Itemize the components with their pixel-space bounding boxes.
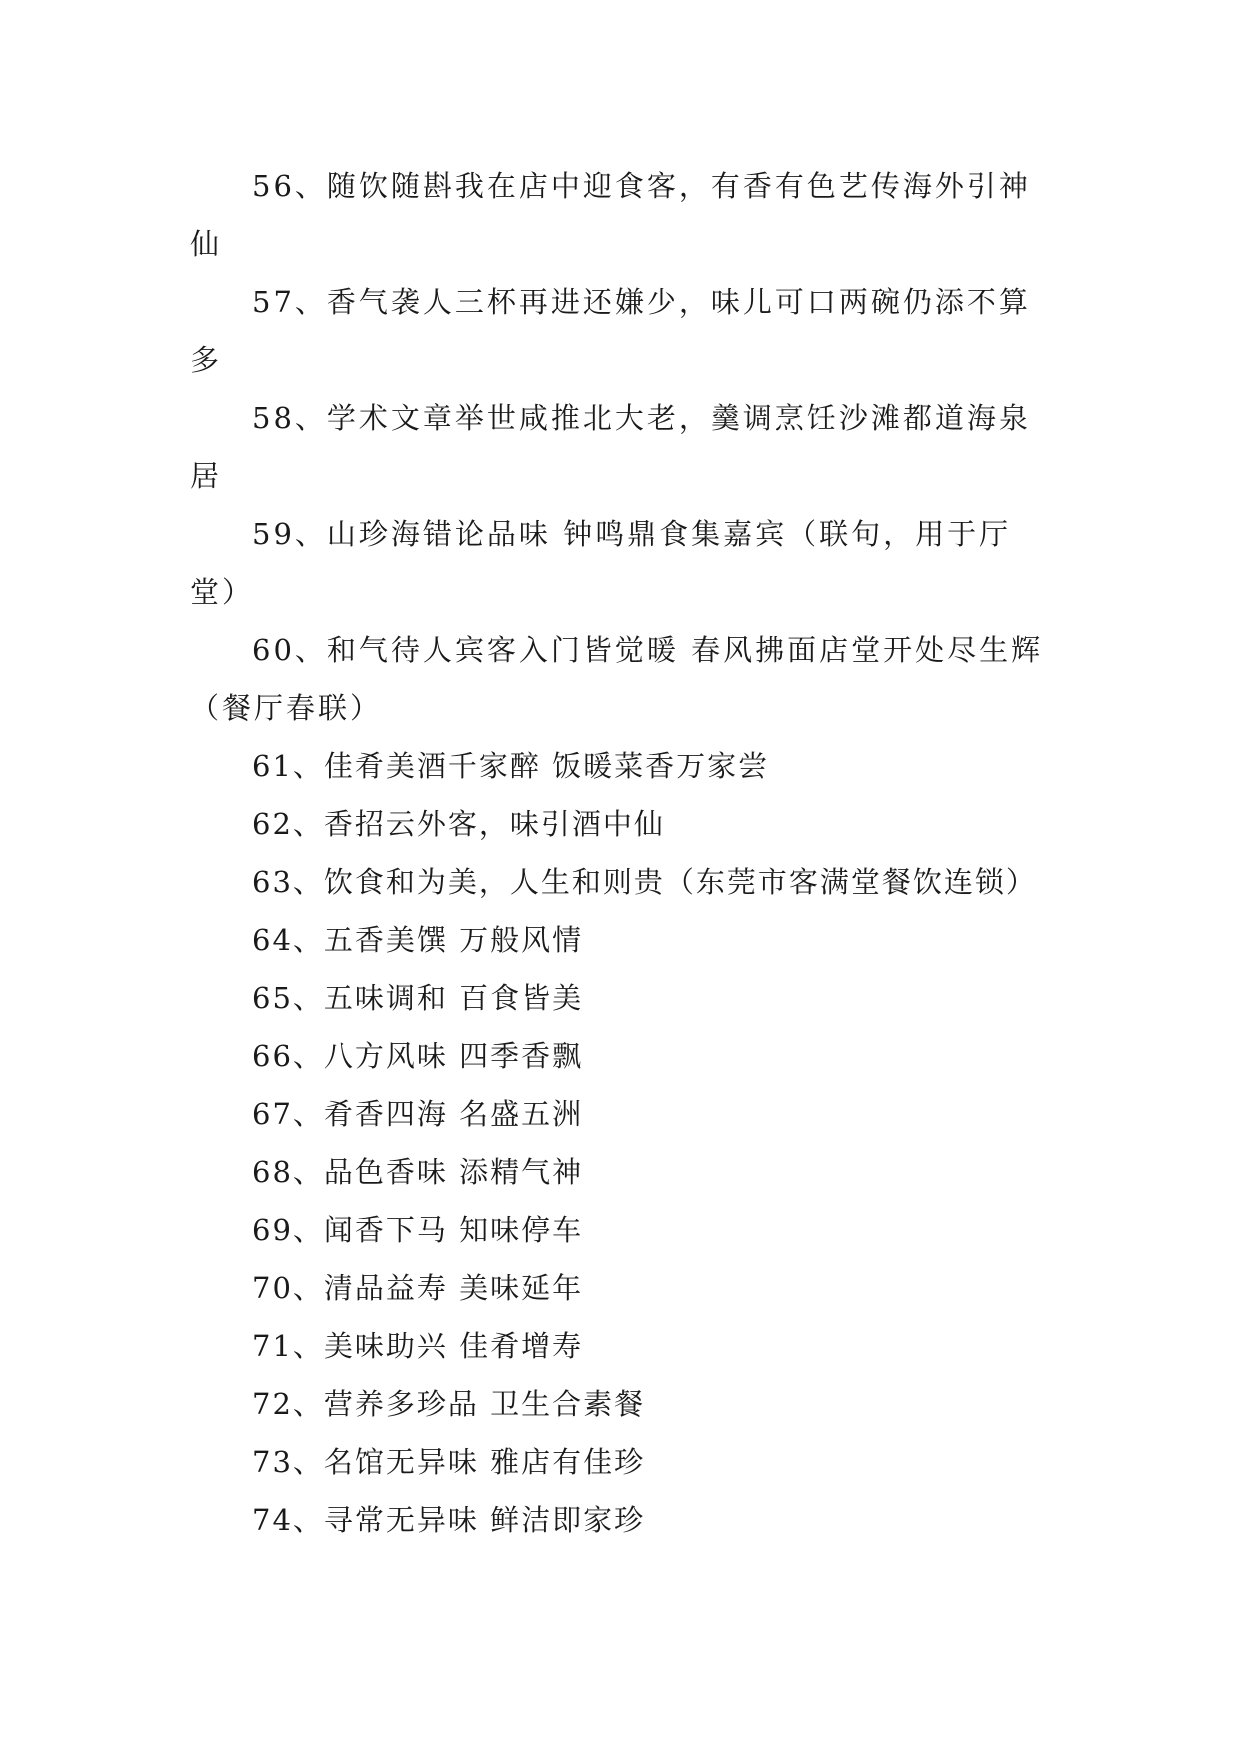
list-item: 61、佳肴美酒千家醉 饭暖菜香万家尝	[252, 749, 770, 783]
list-item: 64、五香美馔 万般风情	[252, 923, 584, 957]
list-item: 58、学术文章举世咸推北大老，羹调烹饪沙滩都道海泉居	[190, 401, 1031, 493]
list-item: 71、美味助兴 佳肴增寿	[252, 1329, 584, 1363]
list-item: 62、香招云外客，味引酒中仙	[252, 807, 665, 841]
list-item: 56、随饮随斟我在店中迎食客，有香有色艺传海外引神仙	[190, 169, 1031, 261]
list-item: 70、清品益寿 美味延年	[252, 1271, 584, 1305]
list-item: 74、寻常无异味 鲜洁即家珍	[252, 1503, 646, 1537]
list-item: 65、五味调和 百食皆美	[252, 981, 584, 1015]
list-item: 60、和气待人宾客入门皆觉暖 春风拂面店堂开处尽生辉（餐厅春联）	[190, 633, 1044, 725]
list-item: 63、饮食和为美，人生和则贵（东莞市客满堂餐饮连锁）	[252, 865, 1037, 899]
list-item: 72、营养多珍品 卫生合素餐	[252, 1387, 646, 1421]
list-item: 66、八方风味 四季香飘	[252, 1039, 584, 1073]
list-item: 73、名馆无异味 雅店有佳珍	[252, 1445, 646, 1479]
list-item: 67、肴香四海 名盛五洲	[252, 1097, 584, 1131]
list-item: 68、品色香味 添精气神	[252, 1155, 584, 1189]
list-item: 57、香气袭人三杯再进还嫌少，味儿可口两碗仍添不算多	[190, 285, 1031, 377]
list-item: 59、山珍海错论品味 钟鸣鼎食集嘉宾（联句，用于厅堂）	[190, 517, 1012, 609]
list-item: 69、闻香下马 知味停车	[252, 1213, 584, 1247]
couplet-list	[190, 157, 1050, 1549]
